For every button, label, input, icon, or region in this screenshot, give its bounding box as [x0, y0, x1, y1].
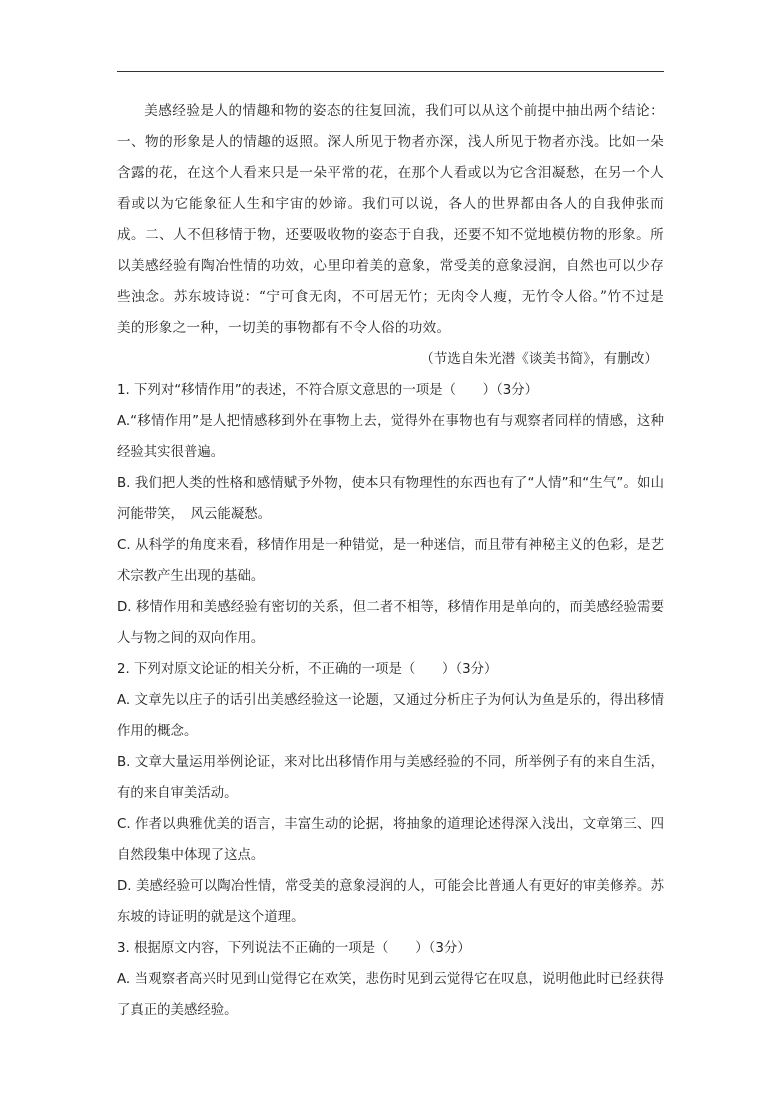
- option-a: A. 当观察者高兴时见到山觉得它在欢笑，悲伤时见到云觉得它在叹息，说明他此时已经获得了真正的美感经验。: [117, 972, 664, 1018]
- option-c: C. 从科学的角度来看，移情作用是一种错觉，是一种迷信，而且带有神秘主义的色彩，是艺术宗教产生出现的基础。: [117, 538, 664, 584]
- header-rule: [117, 71, 664, 72]
- passage-source: （节选自朱光潜《谈美书简》，有删改）: [420, 351, 658, 367]
- option-d: D. 美感经验可以陶冶性情，常受美的意象浸润的人，可能会比普通人有更好的审美修养。苏东坡的诗证明的就是这个道理。: [117, 879, 664, 925]
- question-3: [117, 933, 664, 1026]
- question-1: [117, 375, 664, 654]
- option-c: C. 作者以典雅优美的语言，丰富生动的论据，将抽象的道理论述得深入浅出，文章第三、四自然段集中体现了这点。: [117, 817, 664, 863]
- question-2: [117, 654, 664, 933]
- option-b: B. 文章大量运用举例论证，来对比出移情作用与美感经验的不同，所举例子有的来自生活，有的来自审美活动。: [117, 755, 664, 801]
- question-stem: 2. 下列对原文论证的相关分析，不正确的一项是（ ）（3分）: [117, 662, 498, 677]
- document-body: [117, 96, 664, 1026]
- question-stem: 1. 下列对“移情作用”的表述，不符合原文意思的一项是（ ）（3分）: [117, 383, 539, 398]
- question-stem: 3. 根据原文内容，下列说法不正确的一项是（ ）（3分）: [117, 941, 471, 956]
- option-a: A. 文章先以庄子的话引出美感经验这一论题，又通过分析庄子为何认为鱼是乐的，得出移情作用的概念。: [117, 693, 664, 739]
- option-a: A.“移情作用”是人把情感移到外在事物上去，觉得外在事物也有与观察者同样的情感，这种经验其实很普遍。: [117, 414, 664, 460]
- option-d: D. 移情作用和美感经验有密切的关系，但二者不相等，移情作用是单向的，而美感经验需要人与物之间的双向作用。: [117, 600, 664, 646]
- option-b: B. 我们把人类的性格和感情赋予外物，使本只有物理性的东西也有了“人情”和“生气”。如山河能带笑， 风云能凝愁。: [117, 476, 664, 522]
- passage-paragraph: 美感经验是人的情趣和物的姿态的往复回流，我们可以从这个前提中抽出两个结论：一、物的形象是人的情趣的返照。深人所见于物者亦深，浅人所见于物者亦浅。比如一朵含露的花，在这个人看来只是一朵平常的花，在那个人看或以为它含泪凝愁，在另一个人看或以为它能象征人生和宇宙的妙谛。我们可以说，各人的世界都由各人的自我伸张而成。二、人不但移情于物，还要吸收物的姿态于自我，还要不知不觉地模仿物的形象。所以美感经验有陶冶性情的功效，心里印着美的意象，常受美的意象浸润，自然也可以少存些浊念。苏东坡诗说：“宁可食无肉，不可居无竹；无肉令人瘦，无竹令人俗。”竹不过是美的形象之一种，一切美的事物都有不令人俗的功效。: [117, 103, 664, 336]
